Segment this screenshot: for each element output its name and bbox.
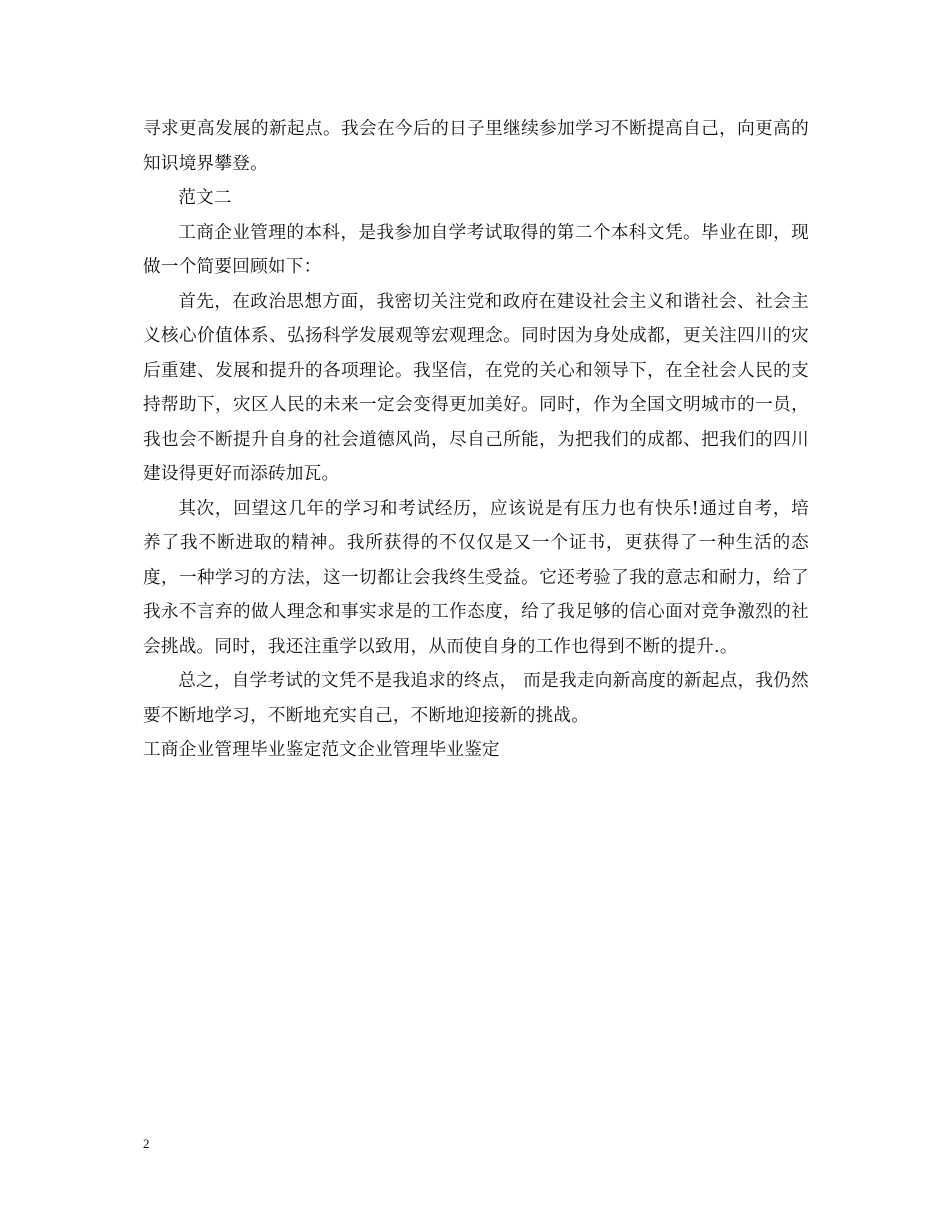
paragraph-conclusion: 总之，自学考试的文凭不是我追求的终点， 而是我走向新高度的新起点，我仍然要不断地学习，不断地充实自己，不断地迎接新的挑战。 [143, 671, 809, 726]
document-body [143, 112, 809, 768]
paragraph-study-experience: 其次，回望这几年的学习和考试经历，应该说是有压力也有快乐!通过自考，培养了我不断进取的精神。我所获得的不仅仅是又一个证书，更获得了一种生活的态度，一种学习的方法，这一切都让会我终生受益。它还考验了我的意志和耐力，给了我永不言弃的做人理念和事实求是的工作态度，给了我足够的信心面对竞争激烈的社会挑战。同时，我还注重学以致用，从而使自身的工作也得到不断的提升.。 [143, 498, 809, 657]
paragraph-continuation: 寻求更高发展的新起点。我会在今后的日子里继续参加学习不断提高自己，向更高的知识境界攀登。 [143, 119, 809, 174]
paragraph-intro: 工商企业管理的本科，是我参加自学考试取得的第二个本科文凭。毕业在即，现做一个简要回顾如下： [143, 222, 809, 277]
document-footer-title: 工商企业管理毕业鉴定范文企业管理毕业鉴定 [143, 740, 500, 760]
page-number: 2 [143, 1136, 150, 1151]
section-heading-sample-two: 范文二 [178, 188, 232, 208]
paragraph-political-thought: 首先，在政治思想方面，我密切关注党和政府在建设社会主义和谐社会、社会主义核心价值体系、弘扬科学发展观等宏观理念。同时因为身处成都，更关注四川的灾后重建、发展和提升的各项理论。我坚信，在党的关心和领导下，在全社会人民的支持帮助下，灾区人民的未来一定会变得更加美好。同时，作为全国文明城市的一员，我也会不断提升自身的社会道德风尚，尽自己所能，为把我们的成都、把我们的四川建设得更好而添砖加瓦。 [143, 291, 809, 484]
